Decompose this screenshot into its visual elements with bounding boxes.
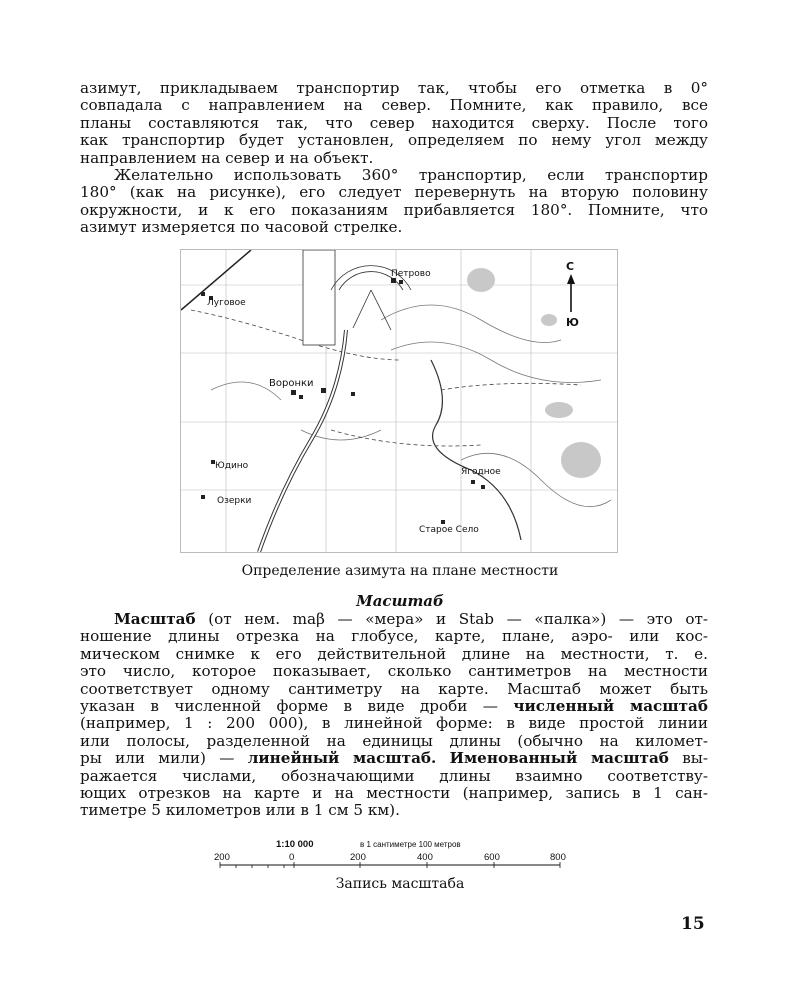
paragraph-azimuth-2	[80, 167, 708, 237]
place-ozerki: Озерки	[217, 496, 252, 506]
paragraph-scale	[80, 611, 708, 820]
river	[431, 360, 521, 540]
compass-north: С	[566, 260, 575, 273]
text-line: тиметре 5 километров или в 1 см 5 км).	[80, 801, 400, 820]
protractor-ruler	[303, 250, 335, 345]
text-line: ражается числами, обозначающими длины взаимно соответству-	[80, 766, 708, 785]
scale-bar-figure	[210, 838, 570, 874]
text-line: ношение длины отрезка на глобусе, карте, плане, аэро- или кос-	[80, 627, 708, 646]
scale-tick-label: 200	[350, 852, 366, 863]
text-line: или полосы, разделенной на единицы длины (обычно на километ-	[80, 731, 708, 750]
scale-bar	[210, 838, 570, 874]
map-caption: Определение азимута на плане местности	[241, 563, 559, 579]
text-line: ющих отрезков на карте и на местности (например, запись в 1 сан-	[80, 784, 708, 803]
place-yudino: Юдино	[215, 461, 249, 471]
text-fragment: (от нем. maβ — «мера» и Stab — «палка») — это от-	[195, 610, 708, 628]
place-lugovoe: Луговое	[207, 298, 246, 308]
text-line: как транспортир будет установлен, определяем по нему угол между	[80, 131, 708, 150]
text-fragment: ры или мили) —	[80, 749, 248, 768]
map-grid	[181, 250, 617, 552]
text-line	[80, 611, 708, 628]
place-petrovo: Петрово	[391, 269, 431, 279]
term-linear-scale: линейный масштаб.	[247, 749, 437, 768]
text-line: направлением на север и на объект.	[80, 148, 374, 167]
scale-named: в 1 сантиметре 100 метров	[360, 840, 461, 849]
text-line: Желательно использовать 360° транспортир, если транспортир	[114, 166, 708, 184]
compass-south: Ю	[566, 316, 579, 329]
scale-tick-label: 600	[484, 852, 500, 863]
term-named-scale: Именованный масштаб	[449, 749, 669, 768]
text-fragment	[436, 749, 449, 767]
lakes	[467, 268, 601, 478]
scale-caption: Запись масштаба	[335, 876, 465, 892]
place-yagodnoe: Ягодное	[461, 467, 501, 477]
text-fragment: вы-	[668, 749, 709, 768]
text-fragment: указан в численной форме в виде дроби —	[80, 697, 514, 716]
text-line	[80, 750, 708, 767]
text-line	[80, 698, 708, 715]
section-title: Масштаб	[356, 592, 444, 610]
scale-tick-label: 200	[214, 852, 230, 863]
trails	[191, 310, 581, 446]
text-line: азимут измеряется по часовой стрелке.	[80, 218, 403, 237]
scale-tick-label: 400	[417, 852, 433, 863]
place-staroe-selo: Старое Село	[419, 525, 479, 535]
highway-center	[259, 330, 346, 552]
scale-tick-label: 0	[289, 852, 295, 863]
text-line: 180° (как на рисунке), его следует перевернуть на вторую половину	[80, 183, 708, 202]
term-scale: Масштаб	[114, 610, 196, 628]
page-number: 15	[681, 914, 705, 934]
text-line: планы составляются так, что север находится сверху. После того	[80, 113, 708, 132]
terrain-map	[181, 250, 617, 552]
text-line: окружности, и к его показаниям прибавляется 180°. Помните, что	[80, 200, 708, 219]
text-line: совпадала с направлением на север. Помните, как правило, все	[80, 96, 708, 115]
term-numeric-scale: численный масштаб	[513, 697, 708, 716]
text-line: это число, которое показывает, сколько сантиметров на местности	[80, 662, 708, 681]
text-line: азимут, прикладываем транспортир так, чтобы его отметка в 0°	[80, 79, 708, 97]
scale-tick-label: 800	[550, 852, 566, 863]
place-voronki: Воронки	[269, 378, 314, 389]
compass-icon	[567, 274, 575, 312]
paragraph-azimuth-1	[80, 80, 708, 167]
text-line: мическом снимке к его действительной длине на местности, т. е.	[80, 644, 708, 663]
text-line: (например, 1 : 200 000), в линейной форме: в виде простой линии	[80, 714, 708, 733]
terrain-map-figure	[180, 249, 618, 553]
scale-ratio: 1:10 000	[276, 839, 314, 850]
text-line: соответствует одному сантиметру на карте. Масштаб может быть	[80, 679, 708, 698]
